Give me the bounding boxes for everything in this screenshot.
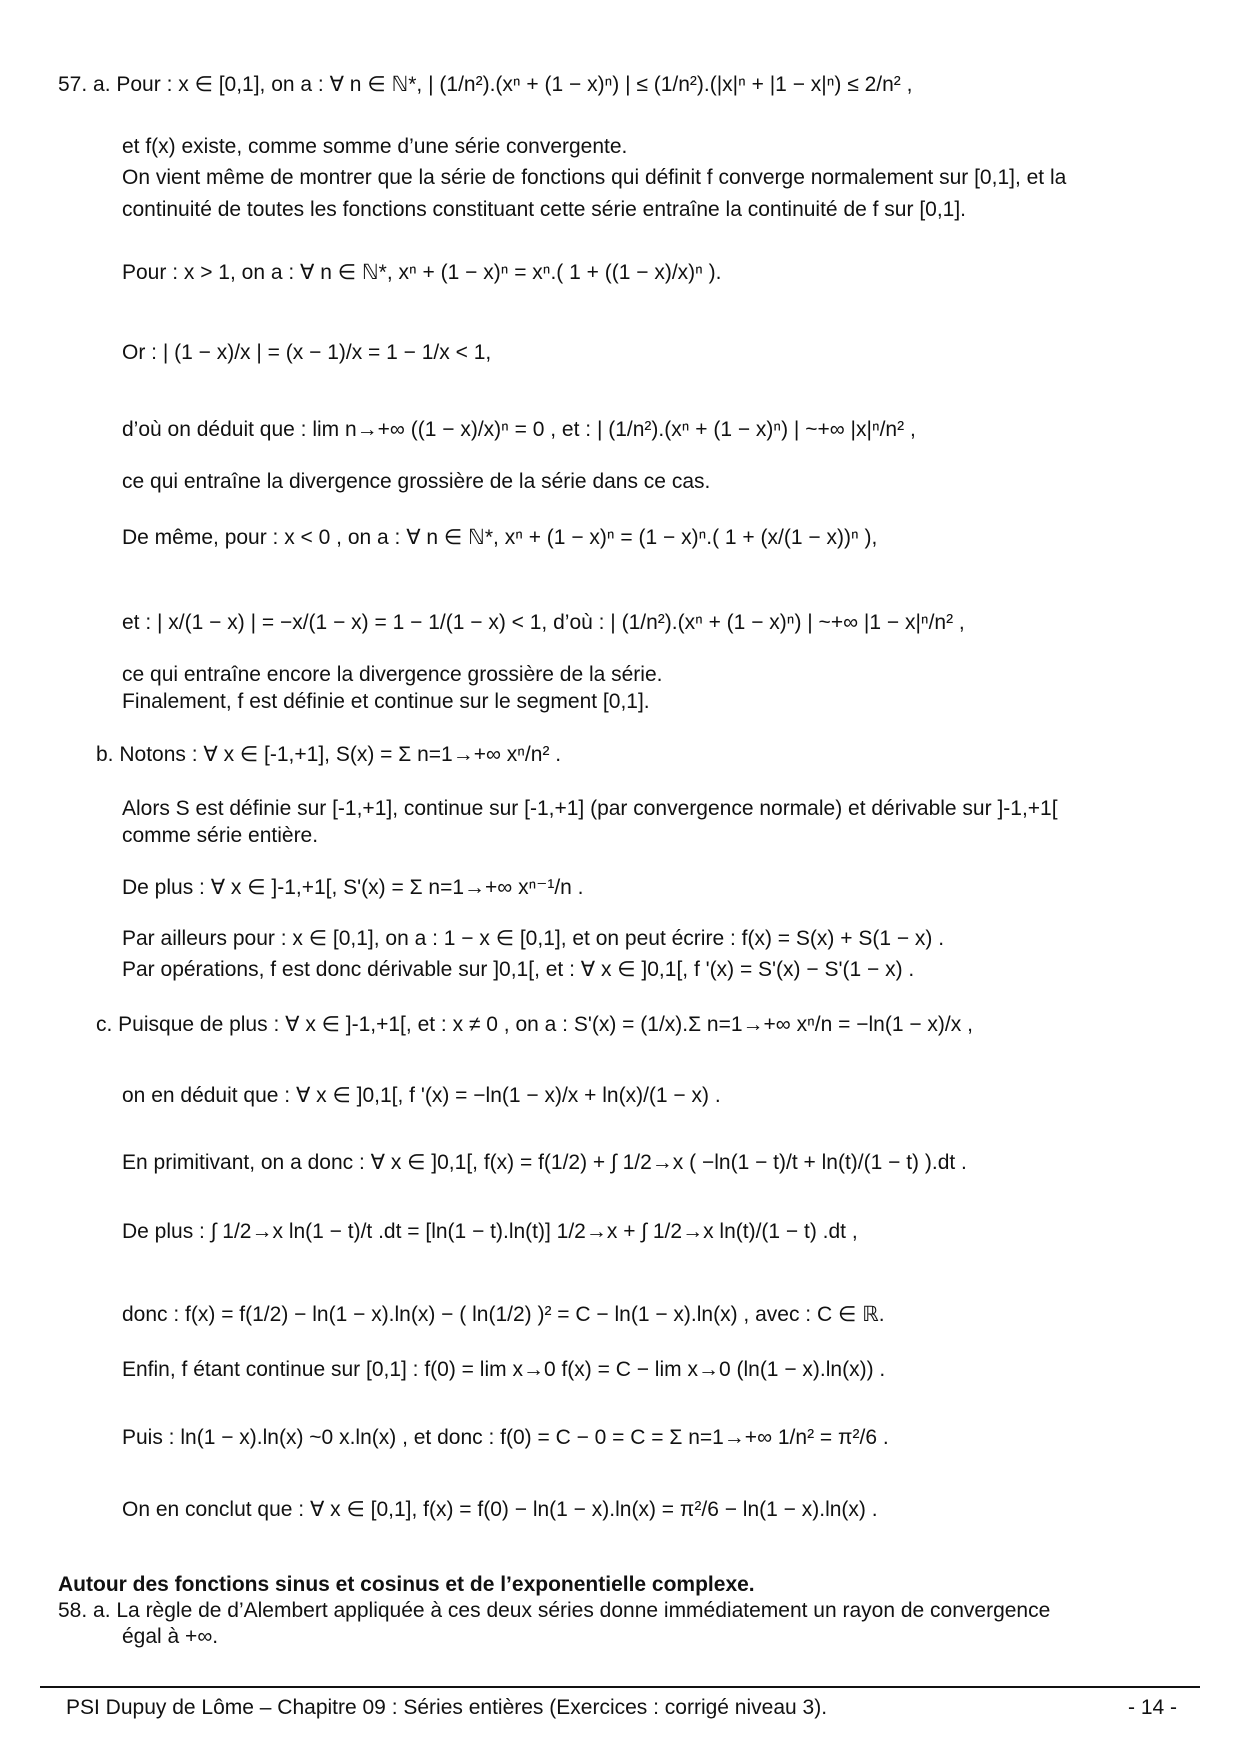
text-line: ce qui entraîne encore la divergence grossière de la série. bbox=[122, 663, 663, 686]
text-line: comme série entière. bbox=[122, 824, 319, 847]
page-number: - 14 - bbox=[1128, 1696, 1178, 1719]
text-line: d’où on déduit que : lim n→+∞ ((1 − x)/x)ⁿ = 0 , et : | (1/n²).(xⁿ + (1 − x)ⁿ) | ~+∞ |x|ⁿ/n² , bbox=[122, 418, 916, 441]
text-line: ce qui entraîne la divergence grossière de la série dans ce cas. bbox=[122, 470, 711, 493]
text-line: De même, pour : x < 0 , on a : ∀ n ∈ ℕ*, xⁿ + (1 − x)ⁿ = (1 − x)ⁿ.( 1 + (x/(1 − x))ⁿ ), bbox=[122, 526, 878, 549]
text-line: On en conclut que : ∀ x ∈ [0,1], f(x) = f(0) − ln(1 − x).ln(x) = π²/6 − ln(1 − x).ln(x) . bbox=[122, 1498, 878, 1521]
text-line: et : | x/(1 − x) | = −x/(1 − x) = 1 − 1/(1 − x) < 1, d’où : | (1/n²).(xⁿ + (1 − x)ⁿ) | ~+∞ |1 − x|ⁿ/n² , bbox=[122, 611, 965, 634]
footer-rule bbox=[40, 1686, 1200, 1688]
text-line: Enfin, f étant continue sur [0,1] : f(0) = lim x→0 f(x) = C − lim x→0 (ln(1 − x).ln(x)) . bbox=[122, 1358, 886, 1381]
text-line: Pour : x > 1, on a : ∀ n ∈ ℕ*, xⁿ + (1 − x)ⁿ = xⁿ.( 1 + ((1 − x)/x)ⁿ ). bbox=[122, 261, 722, 284]
text-line: Alors S est définie sur [-1,+1], continue sur [-1,+1] (par convergence normale) et dérivable sur ]-1,+1[ bbox=[122, 797, 1058, 820]
text-line: Par opérations, f est donc dérivable sur ]0,1[, et : ∀ x ∈ ]0,1[, f '(x) = S'(x) − S'(1 − x) . bbox=[122, 958, 915, 981]
footer-title: PSI Dupuy de Lôme – Chapitre 09 : Séries entières (Exercices : corrigé niveau 3). bbox=[66, 1696, 828, 1719]
text-line: Par ailleurs pour : x ∈ [0,1], on a : 1 − x ∈ [0,1], et on peut écrire : f(x) = S(x) + S(1 − x) . bbox=[122, 927, 945, 950]
text-line: De plus : ∫ 1/2→x ln(1 − t)/t .dt = [ln(1 − t).ln(t)] 1/2→x + ∫ 1/2→x ln(t)/(1 − t) .dt , bbox=[122, 1220, 858, 1243]
text-line: 57. a. Pour : x ∈ [0,1], on a : ∀ n ∈ ℕ*, | (1/n²).(xⁿ + (1 − x)ⁿ) | ≤ (1/n²).(|x|ⁿ + |1 − x|ⁿ) ≤ 2/n² , bbox=[58, 73, 913, 96]
text-line: De plus : ∀ x ∈ ]-1,+1[, S'(x) = Σ n=1→+∞ xⁿ⁻¹/n . bbox=[122, 876, 584, 899]
text-line: égal à +∞. bbox=[122, 1625, 219, 1648]
text-line: 58. a. La règle de d’Alembert appliquée à ces deux séries donne immédiatement un rayon de convergence bbox=[58, 1599, 1051, 1622]
text-line: En primitivant, on a donc : ∀ x ∈ ]0,1[, f(x) = f(1/2) + ∫ 1/2→x ( −ln(1 − t)/t + ln(t)/(1 − t) ).dt . bbox=[122, 1151, 967, 1174]
text-line: b. Notons : ∀ x ∈ [-1,+1], S(x) = Σ n=1→+∞ xⁿ/n² . bbox=[96, 743, 562, 766]
section-heading: Autour des fonctions sinus et cosinus et de l’exponentielle complexe. bbox=[58, 1573, 755, 1596]
text-line: c. Puisque de plus : ∀ x ∈ ]-1,+1[, et : x ≠ 0 , on a : S'(x) = (1/x).Σ n=1→+∞ xⁿ/n = −ln(1 − x)/x , bbox=[96, 1013, 973, 1036]
text-line: continuité de toutes les fonctions constituant cette série entraîne la continuité de f sur [0,1]. bbox=[122, 198, 967, 221]
text-line: Finalement, f est définie et continue sur le segment [0,1]. bbox=[122, 690, 650, 713]
text-line: Puis : ln(1 − x).ln(x) ~0 x.ln(x) , et donc : f(0) = C − 0 = C = Σ n=1→+∞ 1/n² = π²/6 . bbox=[122, 1426, 889, 1449]
text-line: et f(x) existe, comme somme d’une série convergente. bbox=[122, 135, 628, 158]
text-line: Or : | (1 − x)/x | = (x − 1)/x = 1 − 1/x < 1, bbox=[122, 341, 492, 364]
text-line: donc : f(x) = f(1/2) − ln(1 − x).ln(x) − ( ln(1/2) )² = C − ln(1 − x).ln(x) , avec : C ∈ ℝ. bbox=[122, 1303, 885, 1326]
text-line: on en déduit que : ∀ x ∈ ]0,1[, f '(x) = −ln(1 − x)/x + ln(x)/(1 − x) . bbox=[122, 1084, 721, 1107]
text-line: On vient même de montrer que la série de fonctions qui définit f converge normalement sur [0,1], et la bbox=[122, 166, 1067, 189]
